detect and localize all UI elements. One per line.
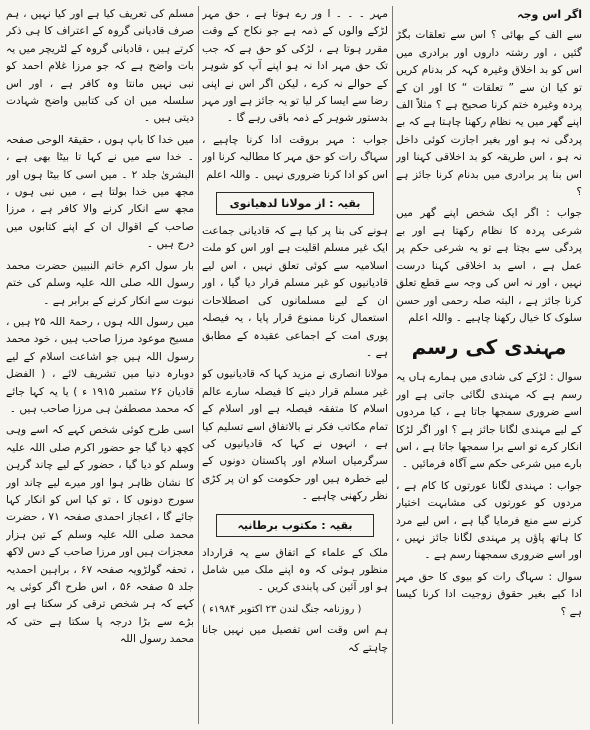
paragraph: سے الف کے بھائی ؟ اس سے تعلقات بگڑ گئیں ، اور رشتہ داروں اور برادری میں اس کو بد اخلاق وغیرہ کہہ کر بدنام کریں تو کیا ان سے ” تعلقات “ کا اور ان کے پردہ وغیرہ ختم کرنا صحیح ہے ؟ مثلاً الف اپنے گھر میں یہ نظام رکھنا چاہتا ہے کہ بے پردگی نہ ہو اور بغیر اجازت کوئی داخل نہ ہو ، اس طریقہ کو بد اخلاقی کہنا اور اس بنا پر برادری میں بدنام کرنا جائز ہے ؟ (396, 29, 582, 199)
paragraph: مولانا انصاری نے مزید کہا کہ قادیانیوں کو غیر مسلم قرار دینے کا فیصلہ سارے عالم اسلام کا متفقہ فیصلہ ہے اور اسلام کے تمام مکاتب فکر نے بالاتفاق اسے تسلیم کیا ہے ، انہوں نے کہا کہ قادیانیوں کی سرگرمیاں اسلام اور پاکستان دونوں کے لیے خطرہ ہیں اور حکومت کو ان پر کڑی نظر رکھنی چاہیے ۔ (202, 368, 388, 503)
paragraph: سوال : سہاگ رات کو بیوی کا حق مہر ادا کیے بغیر حقوق زوجیت ادا کرنا کیسا ہے ؟ (396, 570, 582, 618)
paragraph: جواب : مہر بروقت ادا کرنا چاہیے ، سہاگ رات کو حق مہر کا مطالبہ کرنا اور اس کو ادا کرنا ضروری نہیں ۔ واللہ اعلم (202, 133, 388, 181)
paragraph: مسلم کی تعریف کیا ہے اور کیا نہیں ، ہم صرف قادیانی گروہ کے اعتراف کا ہی ذکر کرتے ہیں ، قادیانی گروہ کے لٹریچر میں یہ بات واضح ہے کہ جو مرزا غلام احمد کو نبی نہیں مانتا وہ کافر ہے ، اور اس سلسلہ میں ان کی کتابیں واضح شہادت دیتی ہیں ۔ (6, 8, 194, 125)
paragraph: ملک کے علماء کے اتفاق سے یہ قرارداد منظور ہوئی کہ وہ اپنے ملک میں شامل ہو اور آئین کی پابندی کریں ۔ (202, 546, 388, 594)
column-divider-left (198, 6, 199, 724)
paragraph: ہونے کی بنا پر کیا ہے کہ قادیانی جماعت ایک غیر مسلم اقلیت ہے اور اس کو ملت اسلامیہ سے کوئی تعلق نہیں ، اس لیے قادیانیوں کو غیر مسلم قرار دیا گیا ، اور ان کے لیے مسلمانوں کی اصطلاحات استعمال کرنا ممنوع قرار پایا ، یہ فیصلہ پوری امت کے اجماعی عقیدہ کے مطابق ہے ۔ (202, 225, 388, 359)
column-right (396, 6, 582, 724)
paragraph: ہم اس وقت اس تفصیل میں نہیں جانا چاہتے کہ (202, 624, 388, 654)
paragraph: مہر ۔ ۔ ۔ ا ور رے ہوتا ہے ، حق مہر لڑکے والوں کے ذمہ ہے جو نکاح کے وقت مقرر ہوتا ہے ، لڑکی کو حق ہے کہ جب تک حق مہر ادا نہ ہو اپنے آپ کو شوہر کے حوالے نہ کرے ، لیکن اگر اس نے اپنی رضا سے ایسا کر لیا تو یہ جائز ہے اور مہر بدستور شوہر کے ذمہ باقی رہے گا ۔ (202, 8, 388, 125)
paragraph: جواب : اگر ایک شخص اپنے گھر میں شرعی پردہ کا نظام رکھتا ہے اور بے پردگی سے بچتا ہے تو یہ شرعی حکم پر عمل ہے ، اسے بد اخلاقی کہنا درست نہیں ، اور نہ اس کی وجہ سے قطع تعلق کرنا جائز ہے ، البتہ صلہ رحمی اور حسن سلوک کا خیال رکھنا چاہیے ۔ واللہ اعلم (396, 207, 582, 324)
section-heading-mehndi: مہندی کی رسم (411, 335, 567, 360)
citation: ( روزنامہ جنگ لندن ۲۳ اکتوبر ۱۹۸۴ء ) (202, 603, 362, 615)
paragraph: جواب : مہندی لگانا عورتوں کا کام ہے ، مردوں کو عورتوں کی مشابہت اختیار کرنے سے منع فرمایا گیا ہے ، اس لیے مرد کا ہاتھ پاؤں پر مہندی لگانا جائز نہیں ، اور اسے ضروری سمجھنا رسم ہے ۔ (396, 479, 582, 562)
paragraph: سوال : لڑکے کی شادی میں ہمارے ہاں یہ رسم ہے کہ مہندی لگائی جاتی ہے اور اسے ضروری سمجھا جاتا ہے ، کیا مردوں کے لیے مہندی لگانا جائز ہے ؟ اور اگر لڑکا انکار کرے تو اسے برا سمجھا جاتا ہے ، اس بارے میں شرعی حکم سے آگاہ فرمائیں ۔ (396, 371, 582, 471)
column-middle (202, 6, 388, 724)
boxed-heading-continuation: بقیہ : از مولانا لدھیانوی (216, 192, 374, 215)
paragraph: اسی طرح کوئی شخص کہے کہ اسے وہی کچھ دیا گیا جو حضور اکرم صلی اللہ علیہ وسلم کو دیا گیا ، حضور کے لیے چاند گرہن کا نشان ظاہر ہوا اور میرے لیے چاند اور سورج دونوں کا ، تو کیا اس کو انکار کہا جائے گا ، اعجاز احمدی صفحہ ۷۱ ، حضرت محمد صلی اللہ علیہ وسلم کے تین ہزار معجزات ہیں اور مرزا صاحب کے دس لاکھ ، تحفہ گولڑویہ صفحہ ۶۷ ، براہین احمدیہ جلد ۵ صفحہ ۵۶ ، اس طرح اگر کوئی یہ کہے کہ ہر شخص ترقی کر سکتا ہے اور بڑے سے بڑا درجہ پا سکتا ہے حتی کہ محمد رسول اللہ (6, 424, 194, 646)
paragraph: میں رسول اللہ ہوں ، رحمۃ اللہ ۲۵ ہیں ، مسیح موعود مرزا صاحب ہیں ، خود محمد رسول اللہ ہیں جو اشاعت اسلام کے لیے دوبارہ دنیا میں تشریف لائے ، ( الفضل قادیان ۲۶ ستمبر ۱۹۱۵ ء ) یا یہ کہا جائے کہ محمد مصطفیٰ ہی مرزا صاحب ہیں ۔ (6, 315, 194, 415)
column-right-title: اگر اس وجہ (517, 8, 582, 21)
paragraph: میں خدا کا باپ ہوں ، حقیقۃ الوحی صفحہ ۔ خدا سے میں نے کہا تا بیٹا بھی ہے ، البشریٰ جلد ۲ ۔ میں اسی کا بیٹا ہوں اور مجھ میں خدا بولتا ہے ، میں نبی ہوں ، مجھ سے انکار کرنے والا کافر ہے ، مرزا صاحب کے اقوال ان کے اپنے کتابوں میں درج ہیں ۔ (6, 133, 194, 251)
boxed-heading-britain-letter: بقیہ : مکتوب برطانیہ (216, 514, 374, 537)
column-divider-right (392, 6, 393, 724)
paragraph: بار سول اکرم خاتم النبیین حضرت محمد رسول اللہ صلی اللہ علیہ وسلم کی ختم نبوت سے انکار کرنے کے برابر ہے ۔ (6, 259, 194, 307)
column-left (6, 6, 194, 724)
